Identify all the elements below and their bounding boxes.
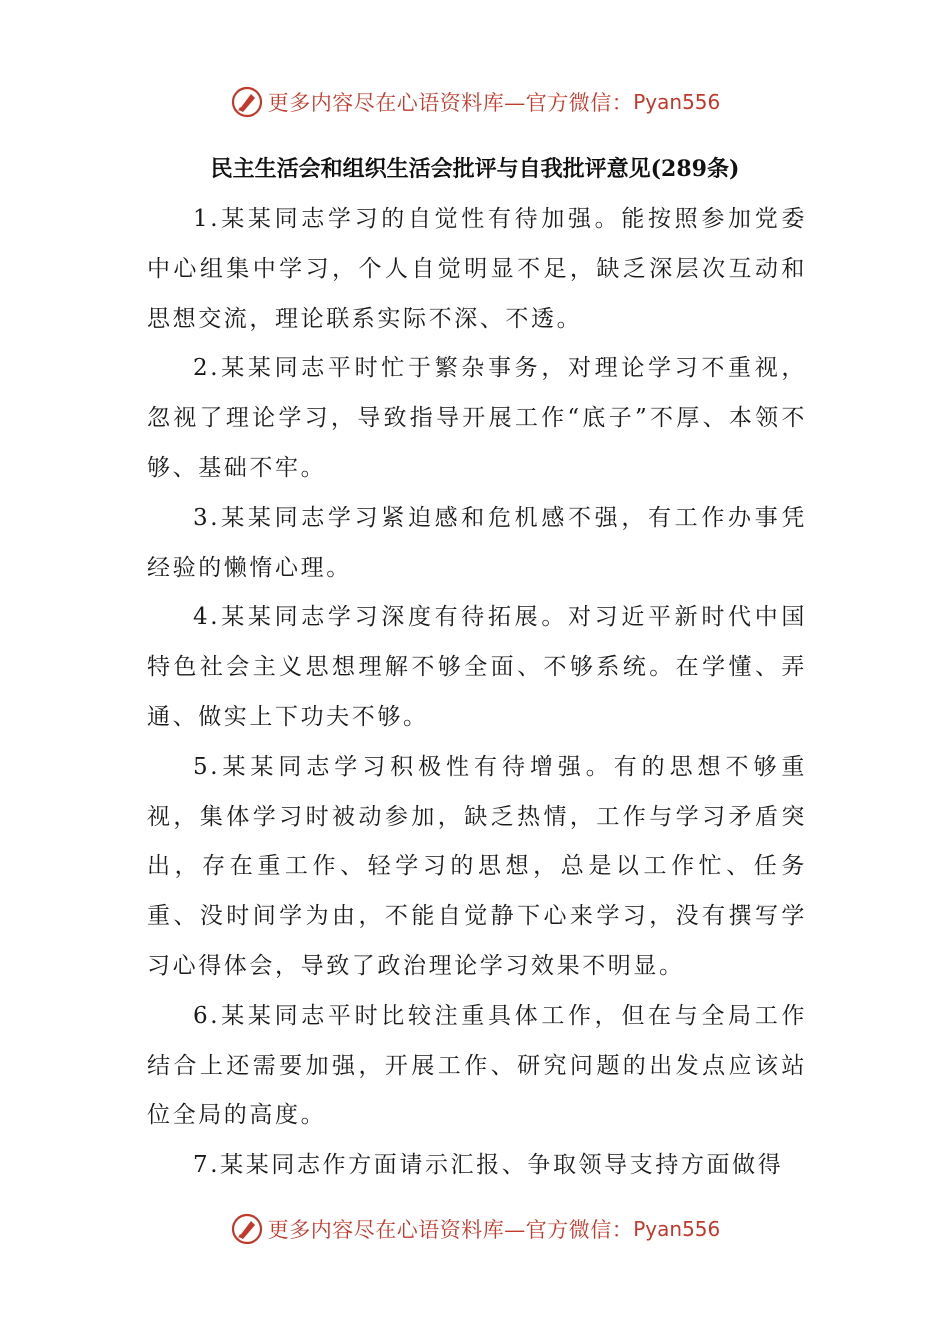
paragraph-6: 6.某某同志平时比较注重具体工作，但在与全局工作结合上还需要加强，开展工作、研究问题的出发点应该站位全局的高度。: [147, 1002, 807, 1129]
paragraph-3: 3.某某同志学习紧迫感和危机感不强，有工作办事凭经验的懒惰心理。: [147, 504, 807, 581]
paragraph-1: 1.某某同志学习的自觉性有待加强。能按照参加党委中心组集中学习，个人自觉明显不足，缺乏深层次互动和思想交流，理论联系实际不深、不透。: [147, 206, 807, 332]
watermark-banner-top: [0, 82, 950, 122]
watermark-wechat-id: Pyan556: [633, 90, 721, 114]
pen-nib-logo-icon: [230, 1212, 264, 1246]
document-body: [147, 195, 807, 1191]
paragraph-2: 2.某某同志平时忙于繁杂事务，对理论学习不重视，忽视了理论学习，导致指导开展工作“底子”不厚、本领不够、基础不牢。: [147, 355, 807, 481]
watermark-banner-bottom: [0, 1209, 950, 1249]
watermark-wechat-id: Pyan556: [633, 1217, 721, 1241]
pen-nib-logo-icon: [230, 85, 264, 119]
paragraph-5: 5.某某同志学习积极性有待增强。有的思想不够重视，集体学习时被动参加，缺乏热情，工作与学习矛盾突出，存在重工作、轻学习的思想，总是以工作忙、任务重、没时间学为由，不能自觉静下心来学习，没有撰写学习心得体会，导致了政治理论学习效果不明显。: [147, 753, 807, 979]
paragraph-7: 7.某某同志作方面请示汇报、争取领导支持方面做得: [193, 1152, 784, 1179]
watermark-text: 更多内容尽在心语资料库—官方微信：: [267, 91, 634, 115]
document-title: 民主生活会和组织生活会批评与自我批评意见(289条): [210, 156, 740, 182]
paragraph-4: 4.某某同志学习深度有待拓展。对习近平新时代中国特色社会主义思想理解不够全面、不够系统。在学懂、弄通、做实上下功夫不够。: [147, 604, 807, 730]
watermark-text: 更多内容尽在心语资料库—官方微信：: [267, 1218, 634, 1242]
